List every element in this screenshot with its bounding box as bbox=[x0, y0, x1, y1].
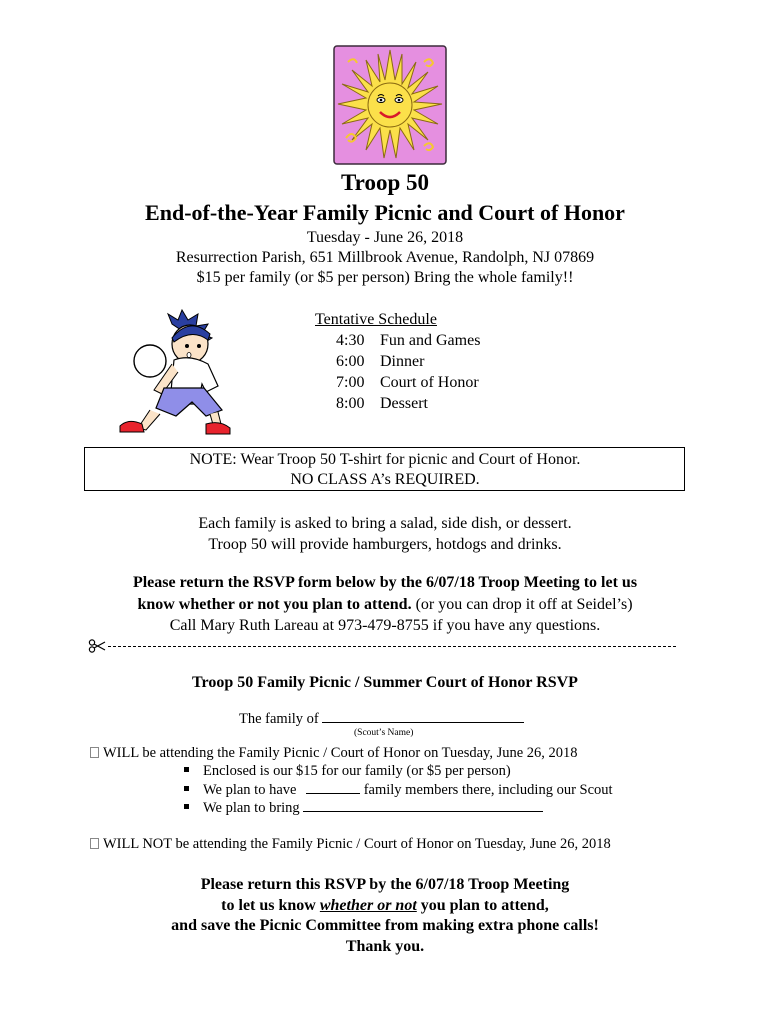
schedule-activity: Court of Honor bbox=[380, 374, 479, 391]
bullet-item-enclosed bbox=[184, 763, 511, 780]
schedule-time: 8:00 bbox=[336, 395, 365, 412]
will-attend-checkbox[interactable] bbox=[90, 747, 99, 758]
member-count-field[interactable] bbox=[306, 781, 360, 794]
schedule-time: 4:30 bbox=[336, 332, 365, 349]
scissors-icon bbox=[88, 639, 106, 653]
event-location: Resurrection Parish, 651 Millbrook Avenue, Randolph, NJ 07869 bbox=[175, 249, 595, 266]
bullet-icon bbox=[184, 786, 189, 791]
will-attend-label: WILL be attending the Family Picnic / Court of Honor on Tuesday, June 26, 2018 bbox=[103, 745, 578, 761]
schedule-item bbox=[336, 395, 480, 416]
note-line-2: NO CLASS A’s REQUIRED. bbox=[290, 471, 480, 488]
schedule-time: 6:00 bbox=[336, 353, 365, 370]
scout-name-field[interactable] bbox=[322, 710, 524, 723]
schedule-item bbox=[336, 332, 480, 353]
will-not-attend-label: WILL NOT be attending the Family Picnic / Court of Honor on Tuesday, June 26, 2018 bbox=[103, 836, 611, 852]
schedule-heading: Tentative Schedule bbox=[315, 311, 437, 328]
rsvp-request-line-2 bbox=[0, 596, 770, 614]
schedule-item bbox=[336, 374, 480, 395]
note-line-1: NOTE: Wear Troop 50 T-shirt for picnic and Court of Honor. bbox=[189, 451, 581, 468]
bring-item-field[interactable] bbox=[303, 799, 543, 812]
rsvp-request-contact: Call Mary Ruth Lareau at 973-479-8755 if you have any questions. bbox=[169, 617, 601, 634]
event-title: End-of-the-Year Family Picnic and Court of Honor bbox=[145, 200, 625, 225]
cut-line bbox=[88, 639, 678, 653]
rsvp-request-dropoff: (or you can drop it off at Seidel’s) bbox=[411, 596, 633, 613]
scout-name-caption: (Scout’s Name) bbox=[354, 728, 414, 738]
closing-text: you plan to attend, bbox=[416, 897, 549, 914]
rsvp-request-emphasis: know whether or not you plan to attend. bbox=[137, 596, 412, 613]
schedule-activity: Dessert bbox=[380, 395, 428, 412]
closing-text: to let us know bbox=[221, 897, 320, 914]
family-row bbox=[239, 710, 524, 728]
bullet-text: family members there, including our Scout bbox=[360, 782, 613, 798]
rsvp-request-line-1: Please return the RSVP form below by the 6/07/18 Troop Meeting to let us bbox=[132, 574, 638, 591]
bring-line-1: Each family is asked to bring a salad, side dish, or dessert. bbox=[198, 515, 572, 532]
troop-title: Troop 50 bbox=[341, 170, 429, 195]
event-date: Tuesday - June 26, 2018 bbox=[306, 229, 464, 246]
volleyball-kid-clipart-icon bbox=[114, 308, 238, 436]
dashed-divider bbox=[108, 646, 676, 647]
schedule-item bbox=[336, 353, 480, 374]
closing-line-2 bbox=[0, 897, 770, 915]
schedule-time: 7:00 bbox=[336, 374, 365, 391]
bullet-item-members bbox=[184, 781, 613, 799]
bullet-text: We plan to have bbox=[203, 782, 301, 798]
bullet-item-bring bbox=[184, 799, 543, 817]
schedule-list bbox=[336, 332, 480, 416]
bullet-text: We plan to bring bbox=[203, 800, 304, 816]
family-label: The family of bbox=[239, 711, 323, 727]
bullet-icon bbox=[184, 804, 189, 809]
closing-line-1: Please return this RSVP by the 6/07/18 Troop Meeting bbox=[200, 876, 570, 893]
will-not-attend-checkbox[interactable] bbox=[90, 838, 99, 849]
closing-emphasis: whether or not bbox=[319, 897, 417, 914]
schedule-activity: Dinner bbox=[380, 353, 425, 370]
form-title: Troop 50 Family Picnic / Summer Court of Honor RSVP bbox=[192, 674, 578, 691]
will-not-attend-option[interactable] bbox=[90, 836, 611, 853]
schedule-activity: Fun and Games bbox=[380, 332, 481, 349]
bullet-icon bbox=[184, 767, 189, 772]
sun-clipart-icon bbox=[328, 42, 452, 166]
closing-thank-you: Thank you. bbox=[345, 938, 425, 955]
event-cost: $15 per family (or $5 per person) Bring the whole family!! bbox=[196, 269, 574, 286]
bring-line-2: Troop 50 will provide hamburgers, hotdogs and drinks. bbox=[208, 536, 562, 553]
bullet-text: Enclosed is our $15 for our family (or $5 per person) bbox=[203, 763, 511, 779]
closing-line-3: and save the Picnic Committee from making extra phone calls! bbox=[171, 917, 599, 934]
will-attend-option[interactable] bbox=[90, 745, 578, 762]
